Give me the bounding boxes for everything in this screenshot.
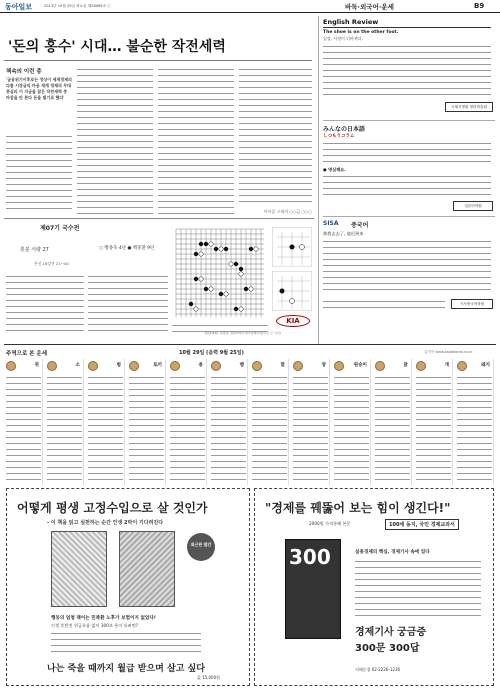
fortune-animal-name: 개 bbox=[444, 363, 449, 368]
baduk-players: ○ 빵종욱 4단 ● 백중환 9단 bbox=[99, 246, 155, 251]
ad-right-headline: "경제를 꿰뚫어 보는 힘이 생긴다!" bbox=[265, 501, 451, 515]
ad-left-headline: 어떻게 평생 고정수입으로 살 것인가 bbox=[17, 501, 208, 515]
main-article bbox=[4, 16, 314, 216]
article-kicker: 책속의 이런 총 bbox=[6, 69, 42, 75]
japanese-subtitle: しつもうコラム bbox=[323, 134, 355, 139]
ad-right-final1: 경제기사 궁금증 bbox=[355, 627, 427, 638]
horse-icon bbox=[252, 361, 262, 371]
ad-right-footer: 서해문집 02-2226-1236 bbox=[355, 667, 401, 672]
ad-left-tagline: 나는 죽을 때까지 월급 받으며 살고 싶다 bbox=[47, 664, 205, 674]
ad-left-subheadline: - 이 책을 읽고 실천하는 순간 인생 2막이 기다려진다 bbox=[47, 520, 164, 526]
ad-left-copy1: 행동의 엄청 책이는 민족환 노후가 보험이지 없었다! bbox=[51, 616, 156, 621]
snake-icon bbox=[211, 361, 221, 371]
baduk-footer: 전판2(18), 최정일, 일반1까지 대국관계자들(아오 모 사진) bbox=[204, 331, 281, 335]
japanese-section bbox=[323, 120, 495, 214]
page-header bbox=[0, 0, 500, 13]
english-subtitle: The shoe is on the other foot. bbox=[323, 30, 399, 35]
ad-book-right bbox=[254, 488, 494, 686]
ad-right-subline1: 2000원 가격통해 본문 bbox=[309, 521, 351, 526]
japanese-title: みんなの日本語 bbox=[323, 126, 366, 133]
chinese-section bbox=[323, 216, 495, 312]
rabbit-icon bbox=[129, 361, 139, 371]
fortune-column bbox=[373, 359, 412, 485]
fortune-animal-name: 뱀 bbox=[239, 363, 244, 368]
fortune-animal-name: 소 bbox=[75, 363, 80, 368]
ad-left-copy2: 인생 후반전 현금흐름 없이 300조 용이 되려면? bbox=[51, 623, 138, 628]
fortune-animal-name: 닭 bbox=[403, 363, 408, 368]
chinese-line: 那我去去了, 他迟到来. bbox=[323, 231, 365, 236]
paper-name: 동아일보 bbox=[5, 3, 33, 11]
article-byline: 마이클 구제의 ○○금 ○○○ bbox=[263, 209, 312, 214]
fortune-animal-name: 돼지 bbox=[481, 363, 490, 368]
fortune-column bbox=[45, 359, 84, 485]
fortune-column bbox=[332, 359, 371, 485]
ad-right-big-number: 300 bbox=[289, 545, 331, 569]
fortune-section bbox=[4, 344, 496, 484]
fortune-column bbox=[250, 359, 289, 485]
fortune-animal-name: 원숭이 bbox=[353, 363, 367, 368]
pig-icon bbox=[457, 361, 467, 371]
section-title: 바둑·외국어·운세 bbox=[345, 3, 394, 11]
sheep-icon bbox=[293, 361, 303, 371]
baduk-game: 흥분 식량 27 bbox=[20, 247, 49, 253]
fortune-column bbox=[86, 359, 125, 485]
fortune-title: 주역으로 본 운세 bbox=[6, 351, 48, 357]
rooster-icon bbox=[375, 361, 385, 371]
baduk-subdiagram-1 bbox=[272, 227, 312, 267]
english-subline: 입장, 사정이 뒤바뀌다. bbox=[323, 36, 363, 41]
rat-icon bbox=[6, 361, 16, 371]
fortune-animal-name: 범 bbox=[116, 363, 121, 368]
ox-icon bbox=[47, 361, 57, 371]
baduk-moves: 본선 16강전 21∼40 bbox=[34, 261, 69, 266]
english-badge: 국제서명원 영어학습원 bbox=[445, 102, 493, 112]
ad-left-cover bbox=[51, 531, 107, 607]
fortune-animal-name: 용 bbox=[198, 363, 203, 368]
japanese-quote: ● 명심해요. bbox=[323, 167, 346, 172]
chinese-subtitle: 중국어 bbox=[351, 222, 369, 229]
fortune-column bbox=[455, 359, 494, 485]
fortune-animal-name: 쥐 bbox=[34, 363, 39, 368]
fortune-column bbox=[4, 359, 43, 485]
right-column bbox=[318, 16, 496, 344]
sponsor-logo: KIA bbox=[276, 315, 310, 327]
issue-date: 2013년 10월 29일 화요일 제28065호 ⓒ bbox=[44, 4, 111, 8]
ad-left-price: 값 15,000원 bbox=[197, 675, 220, 680]
fortune-animal-name: 양 bbox=[321, 363, 326, 368]
ad-right-book-caption: 실용경제의 핵심, 경제기사 속에 있다 bbox=[355, 550, 430, 555]
fortune-column bbox=[291, 359, 330, 485]
english-title: English Review bbox=[323, 18, 491, 28]
fortune-animal-name: 토끼 bbox=[153, 363, 162, 368]
article-headline: '돈의 홍수' 시대… 불순한 작전세력 bbox=[8, 39, 226, 55]
baduk-title: 제07기 국수전 bbox=[40, 225, 80, 232]
chinese-title: SISA bbox=[323, 220, 339, 227]
fortune-column bbox=[414, 359, 453, 485]
article-lead: '금융위기이후로는 정상이 세계경제의 다툼 시장금리 마음 세계 경제의 무대 중심의 이 지금을 잡은 작전세력 중 마감을 안 본다 돈을 벌기로 했다' bbox=[6, 77, 72, 100]
baduk-board bbox=[172, 225, 268, 321]
ad-left-cover-2 bbox=[119, 531, 175, 607]
japanese-badge: 일본어학원 bbox=[453, 201, 493, 211]
english-review bbox=[323, 16, 495, 116]
ad-book-left bbox=[6, 488, 250, 686]
baduk-subdiagram-2 bbox=[272, 271, 312, 311]
fortune-column bbox=[168, 359, 207, 485]
chinese-badge: 시사중국어학원 bbox=[451, 299, 493, 309]
fortune-date: 10월 29일 (음력 9월 25일) bbox=[179, 350, 244, 356]
fortune-column bbox=[209, 359, 248, 485]
dragon-icon bbox=[170, 361, 180, 371]
dog-icon bbox=[416, 361, 426, 371]
ad-right-final2: 300문 300답 bbox=[355, 643, 420, 654]
tiger-icon bbox=[88, 361, 98, 371]
monkey-icon bbox=[334, 361, 344, 371]
page-number: B9 bbox=[474, 2, 485, 10]
baduk-section bbox=[4, 218, 314, 338]
ad-right-subline2: 100세 동지, 국민 경제교과서 bbox=[385, 519, 459, 530]
fortune-animal-name: 말 bbox=[280, 363, 285, 368]
ad-left-sticker: 최근판 발간 bbox=[187, 533, 215, 561]
fortune-credit: 김지석 www.kaodkorea.co.kr bbox=[424, 350, 473, 354]
fortune-column bbox=[127, 359, 166, 485]
